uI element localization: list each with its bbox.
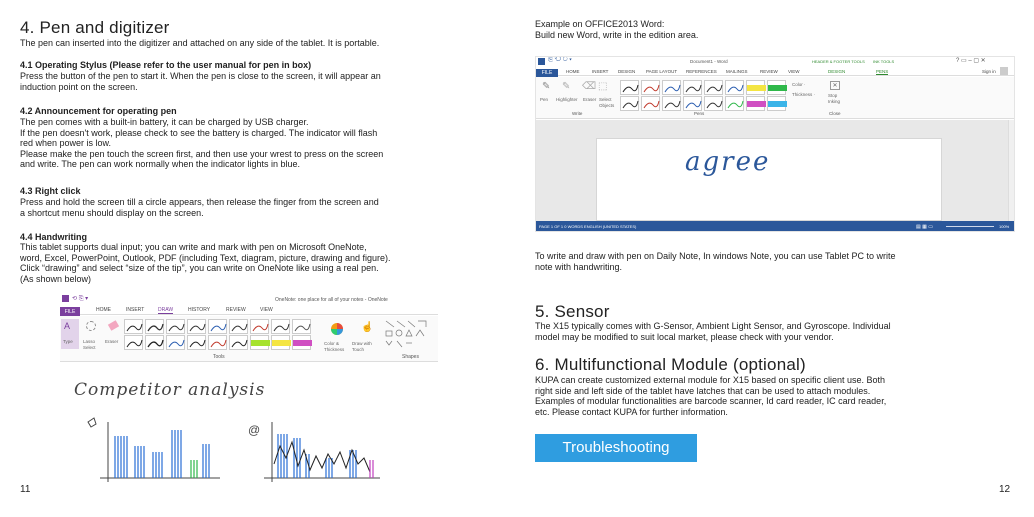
pen-preset[interactable] [271, 319, 290, 334]
onenote-window-title: OneNote: one place for all of your notes - OneNote [275, 297, 388, 303]
eraser-icon [108, 320, 119, 331]
word-example-intro: Example on OFFICE2013 Word: Build new Word, write in the edition area. [535, 19, 699, 40]
page-number-left: 11 [20, 484, 31, 495]
highlighter-pink-swatch [293, 340, 312, 346]
word-window-title: Document1 - Word [690, 59, 728, 64]
pen-preset[interactable] [124, 319, 143, 334]
tool-select-objects-label[interactable]: Select Objects [599, 97, 615, 108]
tab-file[interactable]: FILE [536, 69, 558, 78]
tab-home[interactable]: HOME [566, 69, 580, 74]
body-4-1: Press the button of the pen to start it. When the pen is close to the screen, it will appear an induction point on the screen. [20, 71, 381, 92]
onenote-canvas[interactable] [60, 364, 438, 486]
onenote-ribbon [60, 316, 438, 362]
pen-preset[interactable] [662, 80, 681, 95]
eraser-icon: ⌫ [582, 81, 597, 92]
section-title-multifunctional-module: 6. Multifunctional Module (optional) [535, 355, 806, 374]
draw-with-touch-button[interactable] [352, 319, 380, 355]
highlighter-preset[interactable] [292, 335, 311, 350]
status-text: PAGE 1 OF 1 0 WORDS ENGLISH (UNITED STATES) [539, 224, 637, 229]
tab-view[interactable]: VIEW [788, 69, 800, 74]
group-label-shapes: Shapes [402, 354, 419, 360]
sensor-body: The X15 typically comes with G-Sensor, Ambient Light Sensor, and Gyroscope. Individual model may be modified to suit local market, please check with your vendor. [535, 321, 891, 342]
tab-draw[interactable]: DRAW [158, 307, 174, 313]
word-page[interactable] [596, 138, 942, 221]
pen-preset[interactable] [662, 96, 681, 111]
color-dropdown[interactable]: Color · [792, 82, 806, 87]
pen-preset[interactable] [641, 96, 660, 111]
svg-text:@: @ [248, 423, 261, 437]
tab-home[interactable]: HOME [96, 307, 111, 313]
pen-preset[interactable] [229, 319, 248, 334]
avatar [1000, 67, 1008, 75]
tab-design-contextual[interactable]: DESIGN [828, 69, 846, 74]
pen-preset[interactable] [145, 335, 164, 350]
stop-inking-icon[interactable]: ✕ [830, 81, 840, 90]
contextual-header-footer-tools: HEADER & FOOTER TOOLS [812, 59, 865, 64]
color-wheel-icon [329, 321, 345, 337]
window-controls[interactable]: ? ▭ – ▢ ✕ [956, 58, 986, 64]
pen-preset[interactable] [746, 96, 765, 111]
tab-review[interactable]: REVIEW [226, 307, 246, 313]
highlighter-yellow-swatch [747, 85, 766, 91]
highlighter-icon: ✎ [562, 81, 571, 92]
body-4-4: This tablet supports dual input; you can write and mark with pen on Microsoft OneNote, word, Excel, PowerPoint, Outlook, PDF (including Text, diagram, picture, drawing and figure). Click “drawing” and select “size of the tip”, you can write on OneNote like using a real pen. (As shown below) [20, 242, 391, 284]
right-page [517, 0, 1034, 517]
onenote-screenshot [60, 294, 438, 486]
color-thickness-label: Color & Thickness [324, 341, 345, 352]
highlighter-preset[interactable] [250, 335, 269, 350]
lasso-icon [86, 321, 96, 331]
multifunctional-body: KUPA can create customized external module for X15 based on specific client use. Both right side and left side of the tablet have latches that can be used to attach modules. Examples of modular functionalities are barcode scanner, Id card reader, IC card reader, etc. Please contact KUPA for further information. [535, 375, 887, 417]
page-number-right: 12 [999, 484, 1011, 495]
select-objects-icon: ⬚ [598, 81, 608, 92]
highlighter-blue-swatch [768, 101, 787, 107]
shapes-gallery[interactable] [384, 319, 434, 349]
tab-design[interactable]: DESIGN [618, 69, 636, 74]
lasso-label: Lasso Select [83, 339, 96, 350]
zoom-level: 100% [999, 224, 1010, 229]
group-label-close: Close [829, 111, 841, 116]
tab-references[interactable]: REFERENCES [686, 69, 717, 74]
tab-insert[interactable]: INSERT [126, 307, 145, 313]
body-4-2: The pen comes with a built-in battery, it can be charged by USB charger. If the pen doesn't work, please check to see the battery is charged. The indicator will flash red when power is low. Please make the pen touch the screen first, and then use your wrest to press on the screen and write. The pen can work normally when the indicator lights in blue. [20, 117, 384, 169]
handwriting-agree: agree [685, 147, 771, 177]
pen-preset[interactable] [683, 80, 702, 95]
tab-review[interactable]: REVIEW [760, 69, 778, 74]
daily-note-text: To write and draw with pen on Daily Note, In windows Note, you can use Tablet PC to write note with handwriting. [535, 251, 896, 272]
tool-highlighter-label[interactable]: Highlighter [556, 97, 578, 102]
tab-view[interactable]: VIEW [260, 307, 273, 313]
highlighter-green-swatch [768, 85, 787, 91]
pen-preset[interactable] [187, 319, 206, 334]
highlighter-preset[interactable] [271, 335, 290, 350]
word-titlebar [536, 57, 1014, 67]
tool-eraser-label[interactable]: Eraser [583, 97, 597, 102]
tool-pen-label[interactable]: Pen [540, 97, 549, 102]
word-document-area [536, 120, 1014, 221]
pen-preset[interactable] [725, 96, 744, 111]
tab-insert[interactable]: INSERT [592, 69, 609, 74]
troubleshooting-heading: Troubleshooting [535, 434, 697, 462]
section-title-sensor: 5. Sensor [535, 302, 610, 321]
tab-file[interactable]: FILE [60, 307, 80, 317]
highlighter-yellow-swatch [272, 340, 291, 346]
heading-4-2: 4.2 Announcement for operating pen [20, 106, 177, 116]
pen-preset[interactable] [620, 96, 639, 111]
handwriting-competitor-analysis: Competitor analysis [74, 380, 266, 400]
pen-preset[interactable] [620, 80, 639, 95]
contextual-ink-tools: INK TOOLS [873, 59, 895, 64]
tab-history[interactable]: HISTORY [188, 307, 211, 313]
view-mode-icons[interactable]: ▤ ▦ ▭ [916, 224, 933, 230]
onenote-titlebar [60, 294, 438, 305]
quick-access-icons: ⟲ ⎘ ▾ [72, 296, 89, 302]
pen-preset[interactable] [187, 335, 206, 350]
lasso-tool[interactable] [82, 319, 102, 351]
draw-with-touch-label: Draw with Touch [352, 341, 372, 352]
section-title-pen-digitizer: 4. Pen and digitizer [20, 18, 170, 37]
type-icon: A [64, 321, 71, 331]
zoom-slider[interactable] [946, 226, 994, 227]
tab-pens[interactable]: PENS [876, 69, 889, 74]
highlighter-green-swatch [251, 340, 270, 346]
word-status-bar [536, 221, 1014, 231]
heading-4-4: 4.4 Handwriting [20, 232, 88, 242]
word-ribbon [536, 77, 1014, 119]
pen-preset[interactable] [166, 335, 185, 350]
group-label-tools: Tools [213, 354, 225, 360]
shapes-icon [384, 319, 434, 349]
group-label-pens: Pens [694, 111, 705, 116]
pen-preset[interactable] [166, 319, 185, 334]
highlighter-pink-swatch [747, 101, 766, 107]
heading-4-3: 4.3 Right click [20, 186, 81, 196]
pen-preset[interactable] [725, 80, 744, 95]
heading-4-1: 4.1 Operating Stylus (Please refer to the user manual for pen in box) [20, 60, 312, 70]
type-label: Type [63, 339, 73, 344]
eraser-tool[interactable] [104, 319, 122, 351]
thickness-dropdown[interactable]: Thickness · [792, 92, 816, 97]
intro-text: The pen can inserted into the digitizer and attached on any side of the tablet. It is portable. [20, 38, 380, 48]
eraser-label: Eraser [105, 339, 119, 344]
type-tool[interactable] [61, 319, 79, 349]
touch-hand-icon: ☝ [361, 322, 374, 333]
pen-preset[interactable] [229, 335, 248, 350]
tab-mailings[interactable]: MAILINGS [726, 69, 748, 74]
body-4-3: Press and hold the screen till a circle appears, then release the finger from the screen and a shortcut menu should display on the screen. [20, 197, 379, 218]
word-screenshot [535, 56, 1015, 232]
quick-access-icons: ⎘ ⟲ ↻ ▾ [548, 57, 572, 63]
onenote-menu-bar [60, 305, 438, 315]
pen-preset[interactable] [704, 96, 723, 111]
pen-preset[interactable] [124, 335, 143, 350]
pen-preset[interactable] [704, 80, 723, 95]
color-thickness-button[interactable] [324, 319, 350, 355]
word-menu-bar [536, 67, 1014, 76]
pen-preset[interactable] [250, 319, 269, 334]
pen-preset[interactable] [208, 335, 227, 350]
pen-preset[interactable] [767, 80, 786, 95]
stop-inking-label[interactable]: Stop Inking [828, 93, 841, 104]
pen-preset[interactable] [746, 80, 765, 95]
pen-preset[interactable] [208, 319, 227, 334]
pen-preset[interactable] [683, 96, 702, 111]
word-app-icon [538, 58, 545, 65]
pen-preset[interactable] [767, 96, 786, 111]
vertical-scrollbar[interactable] [1008, 120, 1014, 221]
pen-preset[interactable] [292, 319, 311, 334]
group-label-write: Write [572, 111, 583, 116]
hand-drawn-charts [60, 364, 438, 486]
pen-preset[interactable] [641, 80, 660, 95]
onenote-app-icon [62, 295, 69, 302]
pen-preset[interactable] [145, 319, 164, 334]
tab-page-layout[interactable]: PAGE LAYOUT [646, 69, 678, 74]
sign-in-link[interactable]: Sign in [982, 69, 996, 74]
pen-icon: ✎ [542, 81, 551, 92]
